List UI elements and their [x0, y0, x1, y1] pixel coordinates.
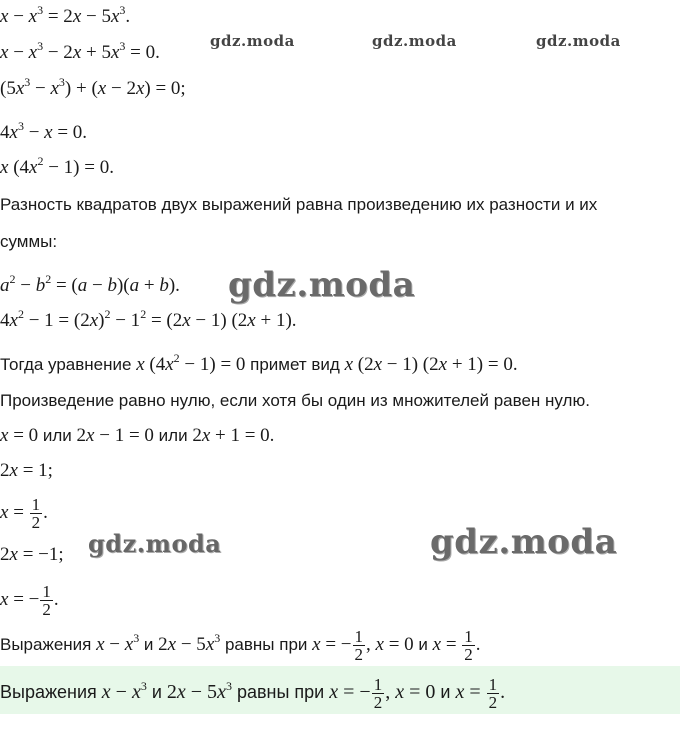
equation-line-9: Тогда уравнение x $(4x^2 - 1) = 0$ примет вид x (2x − 1) (2x + 1) = 0.	[0, 351, 518, 375]
equation-line-11: x = 0 или 2x − 1 = 0 или 2x + 1 = 0.	[0, 425, 275, 446]
equation-line-4: $4x^3 - x = 0$.	[0, 119, 88, 143]
explanation-text-2: Произведение равно нулю, если хотя бы один из множителей равен нулю.	[0, 391, 590, 410]
watermark-logo: gdz.moda	[430, 522, 618, 562]
equation-line-7: $a^2 - b^2 = (a - b)(a + b)$.	[0, 272, 180, 296]
watermark: gdz.moda	[372, 32, 457, 50]
explanation-text-1b: суммы:	[0, 232, 58, 251]
equation-line-5: x $(4x^2 - 1) = 0$.	[0, 154, 114, 178]
equation-line-15: x = − $\frac{1}{2}$ .	[0, 582, 59, 619]
watermark-logo: gdz.moda	[228, 265, 416, 305]
equation-line-2: $x - x^3 - 2x + 5x^3 = 0$.	[0, 39, 160, 63]
equation-line-13: x = $\frac{1}{2}$ .	[0, 495, 48, 532]
watermark: gdz.moda	[210, 32, 295, 50]
result-line: Выражения $x - x^3$ и $2x - 5x^3$ равны при x = − $\frac{1}{2}$ , x = 0 и x = $\frac{1}{2}$ .	[0, 627, 481, 664]
equation-line-3: $(5x^3 - x^3) + (x - 2x) = 0$;	[0, 75, 186, 99]
equation-line-8: $4x^2 - 1 = (2x)^2 - 1^2 = (2x - 1) (2x + 1)$.	[0, 307, 297, 331]
answer-line: Выражения $x - x^3$ и $2x - 5x^3$ равны при x = − $\frac{1}{2}$ , x = 0 и x = $\frac{1}{2}$ .	[0, 675, 506, 712]
watermark: gdz.moda	[536, 32, 621, 50]
equation-line-1: $x - x^3 = 2x - 5x^3$.	[0, 3, 131, 27]
explanation-text-1: Разность квадратов двух выражений равна произведению их разности и их	[0, 195, 598, 214]
watermark: gdz.moda	[88, 529, 222, 558]
equation-line-14: 2x = −1;	[0, 544, 64, 565]
equation-line-12: 2x = 1;	[0, 460, 53, 481]
